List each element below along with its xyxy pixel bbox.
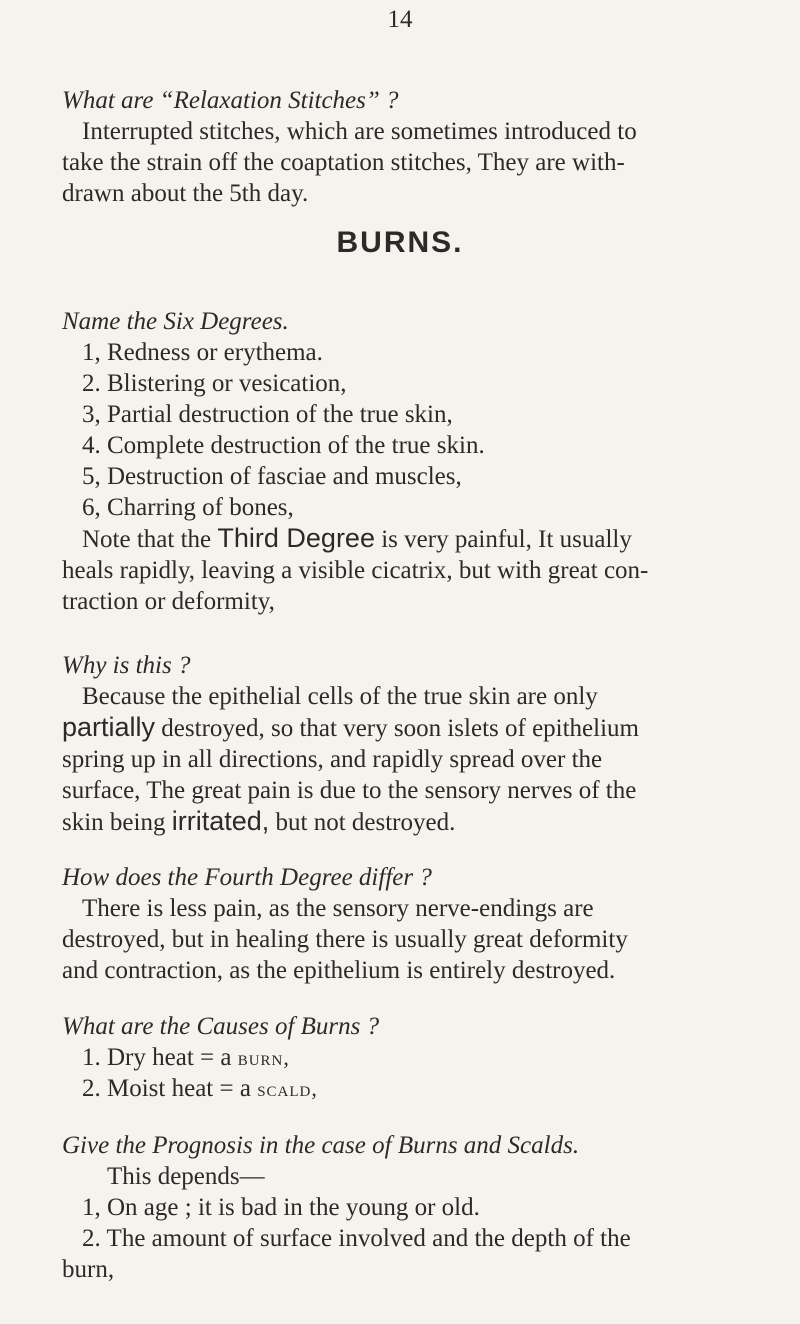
answer-line: Because the epithelial cells of the true skin are only — [82, 683, 598, 710]
q-relaxation-stitches — [62, 85, 732, 209]
page-number: 14 — [387, 6, 413, 33]
q-six-degrees — [62, 306, 732, 617]
answer-line: There is less pain, as the sensory nerve-endings are — [82, 895, 594, 922]
q-prognosis — [62, 1130, 732, 1285]
q-why-is-this — [62, 650, 732, 838]
list-item: 1, On age ; it is bad in the young or old. — [82, 1194, 480, 1221]
list-item — [62, 1073, 732, 1104]
list-item: 5, Destruction of fasciae and muscles, — [82, 463, 462, 490]
answer-line: burn, — [62, 1256, 115, 1283]
q-fourth-degree — [62, 862, 732, 986]
list-item — [62, 1042, 732, 1073]
answer-line: surface, The great pain is due to the sensory nerves of the — [62, 777, 637, 804]
question-heading: What are the Causes of Burns ? — [62, 1013, 380, 1040]
answer-line — [62, 712, 732, 744]
text: 2. Moist heat = a — [82, 1075, 258, 1102]
answer-line: destroyed, but in healing there is usually great deformity — [62, 926, 628, 953]
small-caps-text: burn, — [237, 1045, 290, 1070]
list-item: 2. The amount of surface involved and the depth of the — [82, 1225, 631, 1252]
text: Note that the — [82, 526, 218, 553]
text: skin being — [62, 809, 172, 836]
text: 1. Dry heat = a — [82, 1044, 238, 1071]
small-caps-text: scald, — [257, 1076, 318, 1101]
q-causes-of-burns — [62, 1011, 732, 1104]
list-item: 2. Blistering or vesication, — [82, 370, 347, 397]
emphasis-text: Third Degree — [217, 523, 375, 553]
question-heading: How does the Fourth Degree differ ? — [62, 864, 432, 891]
question-heading: Give the Prognosis in the case of Burns and Scalds. — [62, 1132, 580, 1159]
list-item: 3, Partial destruction of the true skin, — [82, 401, 453, 428]
list-item: 6, Charring of bones, — [82, 494, 294, 521]
note-line: heals rapidly, leaving a visible cicatrix, but with great con- — [62, 557, 649, 584]
emphasis-text: partially — [62, 712, 156, 742]
answer-line: This depends— — [107, 1163, 265, 1190]
list-item: 4. Complete destruction of the true skin. — [82, 432, 485, 459]
note-line — [62, 523, 732, 555]
text: but not destroyed. — [269, 809, 456, 836]
answer-line: Interrupted stitches, which are sometimes introduced to — [82, 118, 637, 145]
answer-line: take the strain off the coaptation stitches, They are with- — [62, 149, 625, 176]
answer-line: drawn about the 5th day. — [62, 180, 309, 207]
section-heading: BURNS. — [336, 226, 464, 259]
list-item: 1, Redness or erythema. — [82, 339, 323, 366]
emphasis-text: irritated, — [171, 806, 270, 836]
answer-line: and contraction, as the epithelium is entirely destroyed. — [62, 957, 616, 984]
question-heading: What are “Relaxation Stitches” ? — [62, 87, 399, 114]
answer-line — [62, 806, 732, 838]
degrees-list — [62, 337, 732, 523]
question-heading: Name the Six Degrees. — [62, 308, 289, 335]
answer-line: spring up in all directions, and rapidly spread over the — [62, 746, 603, 773]
note-line: traction or deformity, — [62, 588, 275, 615]
question-heading: Why is this ? — [62, 652, 191, 679]
text: destroyed, so that very soon islets of epithelium — [155, 715, 639, 742]
text: is very painful, It usually — [374, 526, 632, 553]
